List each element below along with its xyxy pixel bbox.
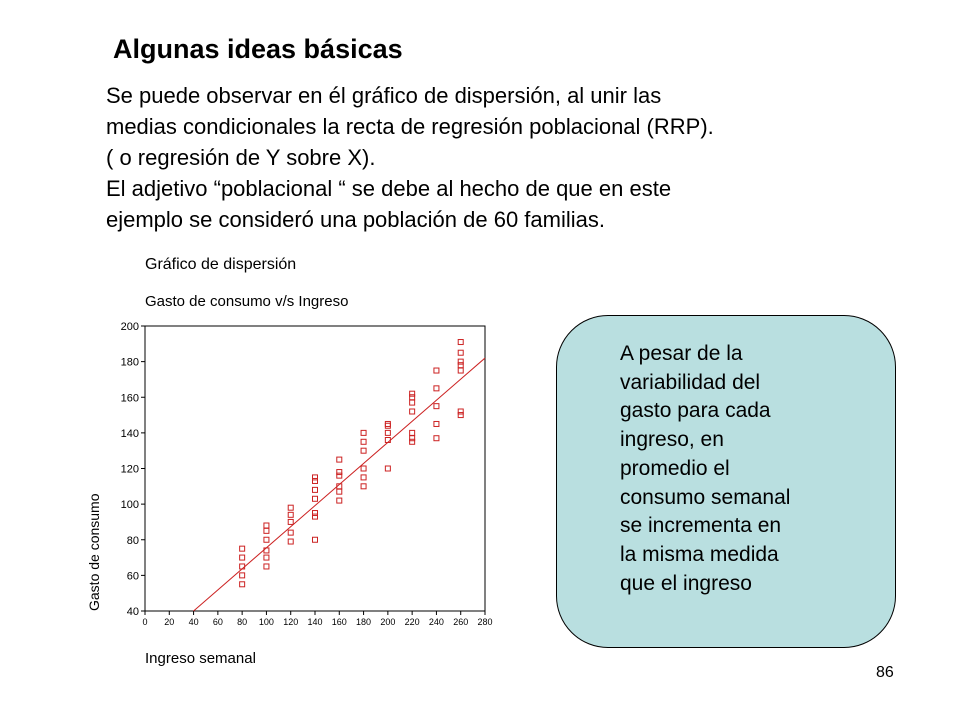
data-point bbox=[313, 514, 318, 519]
callout-line: promedio el bbox=[620, 456, 730, 480]
data-point bbox=[458, 359, 463, 364]
y-tick-label: 140 bbox=[120, 427, 139, 440]
data-point bbox=[410, 436, 415, 441]
intro-line: medias condicionales la recta de regresión poblacional (RRP). bbox=[106, 114, 714, 139]
y-tick-label: 200 bbox=[120, 321, 139, 333]
data-point bbox=[410, 430, 415, 435]
data-point bbox=[337, 457, 342, 462]
x-tick-label: 140 bbox=[307, 617, 323, 627]
intro-line: ( o regresión de Y sobre X). bbox=[106, 145, 376, 170]
data-point bbox=[361, 430, 366, 435]
x-tick-label: 160 bbox=[331, 617, 347, 627]
data-point bbox=[410, 395, 415, 400]
callout-line: ingreso, en bbox=[620, 428, 724, 452]
data-point bbox=[288, 530, 293, 535]
data-point bbox=[313, 478, 318, 483]
data-point bbox=[240, 555, 245, 560]
data-point bbox=[361, 466, 366, 471]
y-tick-label: 120 bbox=[120, 463, 139, 476]
data-point bbox=[385, 421, 390, 426]
data-point bbox=[240, 546, 245, 551]
data-point bbox=[313, 475, 318, 480]
y-tick-label: 180 bbox=[120, 356, 139, 369]
data-point bbox=[458, 363, 463, 368]
data-point bbox=[458, 409, 463, 414]
y-tick-label: 40 bbox=[126, 606, 139, 618]
data-point bbox=[240, 573, 245, 578]
x-tick-label: 20 bbox=[164, 617, 175, 627]
data-point bbox=[240, 582, 245, 587]
data-point bbox=[385, 466, 390, 471]
regression-line bbox=[194, 358, 485, 611]
data-point bbox=[410, 439, 415, 444]
callout-line: variabilidad del bbox=[620, 370, 761, 394]
callout-line: que el ingreso bbox=[620, 571, 752, 595]
callout-text bbox=[620, 340, 790, 598]
data-point bbox=[288, 505, 293, 510]
data-point bbox=[434, 404, 439, 409]
x-tick-label: 200 bbox=[380, 617, 396, 627]
data-point bbox=[313, 511, 318, 516]
data-point bbox=[361, 475, 366, 480]
data-point bbox=[337, 489, 342, 494]
x-tick-label: 240 bbox=[428, 617, 444, 627]
x-tick-label: 280 bbox=[477, 617, 493, 627]
data-point bbox=[337, 498, 342, 503]
x-tick-label: 260 bbox=[453, 617, 469, 627]
callout-line: consumo semanal bbox=[620, 485, 791, 509]
callout-line: A pesar de la bbox=[620, 342, 743, 365]
y-tick-label: 60 bbox=[126, 570, 139, 583]
data-point bbox=[288, 539, 293, 544]
intro-line: Se puede observar en él gráfico de dispersión, al unir las bbox=[106, 83, 662, 108]
page-number: 86 bbox=[876, 664, 894, 681]
intro-line: ejemplo se consideró una población de 60 familias. bbox=[106, 207, 605, 232]
x-tick-label: 80 bbox=[237, 617, 248, 627]
chart-subtitle: Gasto de consumo v/s Ingreso bbox=[145, 293, 349, 310]
x-tick-label: 220 bbox=[404, 617, 420, 627]
data-point bbox=[434, 368, 439, 373]
callout-line: se incrementa en bbox=[620, 514, 782, 538]
data-point bbox=[264, 523, 269, 528]
data-point bbox=[264, 537, 269, 542]
x-tick-label: 120 bbox=[283, 617, 299, 627]
x-tick-label: 180 bbox=[356, 617, 372, 627]
intro-line: El adjetivo “poblacional “ se debe al hecho de que en este bbox=[106, 176, 672, 201]
callout-line: la misma medida bbox=[620, 542, 779, 566]
data-point bbox=[385, 430, 390, 435]
data-point bbox=[458, 350, 463, 355]
data-point bbox=[288, 512, 293, 517]
data-point bbox=[264, 528, 269, 533]
data-point bbox=[264, 564, 269, 569]
y-tick-label: 160 bbox=[120, 392, 139, 405]
data-point bbox=[458, 368, 463, 373]
data-point bbox=[288, 519, 293, 524]
data-point bbox=[313, 496, 318, 501]
x-tick-label: 100 bbox=[258, 617, 274, 627]
data-point bbox=[264, 555, 269, 560]
data-point bbox=[434, 436, 439, 441]
y-axis-label: Gasto de consumo bbox=[86, 493, 102, 611]
data-point bbox=[410, 400, 415, 405]
callout-box bbox=[556, 315, 896, 648]
data-point bbox=[337, 473, 342, 478]
x-tick-label: 0 bbox=[142, 617, 148, 627]
data-point bbox=[385, 423, 390, 428]
data-point bbox=[361, 448, 366, 453]
data-point bbox=[337, 470, 342, 475]
data-point bbox=[410, 409, 415, 414]
x-tick-label: 40 bbox=[188, 617, 199, 627]
data-point bbox=[410, 391, 415, 396]
callout-line: gasto para cada bbox=[620, 399, 771, 423]
data-point bbox=[313, 537, 318, 542]
data-point bbox=[458, 340, 463, 345]
data-point bbox=[361, 484, 366, 489]
chart-title: Gráfico de dispersión bbox=[145, 256, 297, 273]
y-tick-label: 100 bbox=[120, 499, 139, 512]
data-point bbox=[313, 487, 318, 492]
data-point bbox=[361, 439, 366, 444]
data-point bbox=[458, 413, 463, 418]
x-tick-label: 60 bbox=[212, 617, 223, 627]
data-point bbox=[434, 386, 439, 391]
y-tick-label: 80 bbox=[126, 534, 139, 547]
data-point bbox=[434, 421, 439, 426]
slide-title: Algunas ideas básicas bbox=[113, 34, 403, 64]
x-axis-label: Ingreso semanal bbox=[145, 650, 256, 667]
